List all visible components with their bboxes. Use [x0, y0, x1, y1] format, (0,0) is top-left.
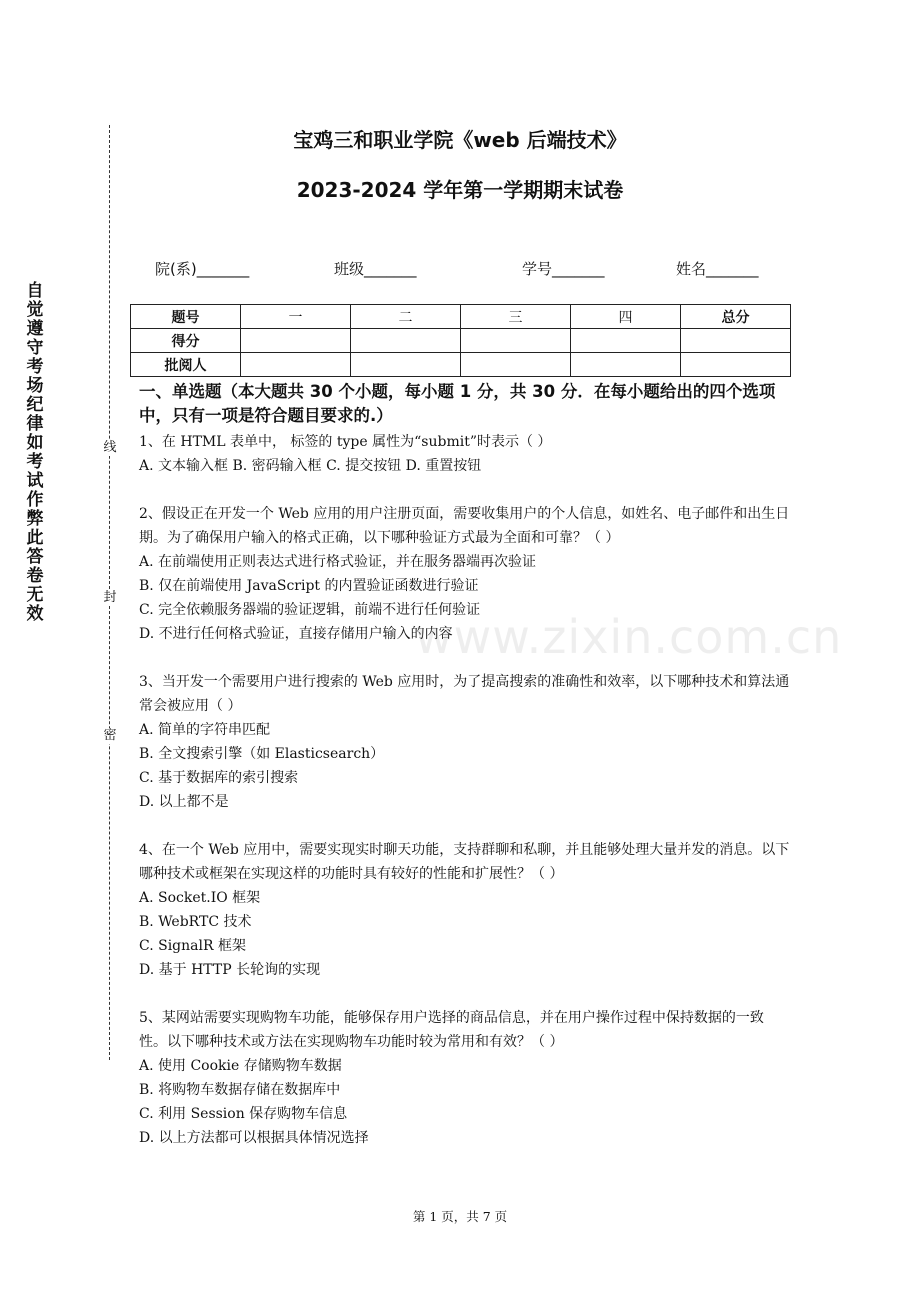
question-option: D. 基于 HTTP 长轮询的实现	[139, 962, 321, 978]
question-option: D. 不进行任何格式验证，直接存储用户输入的内容	[139, 626, 453, 642]
question-stem: 2、假设正在开发一个 Web 应用的用户注册页面，需要收集用户的个人信息，如姓名、电子邮件和出生日期。为了确保用户输入的格式正确，以下哪种验证方式最为全面和可靠？（ ）	[139, 506, 790, 546]
question-option: A. 文本输入框 B. 密码输入框 C. 提交按钮 D. 重置按钮	[139, 458, 482, 474]
question-stem: 3、当开发一个需要用户进行搜索的 Web 应用时，为了提高搜索的准确性和效率，以下哪种技术和算法通常会被应用（ ）	[139, 674, 790, 714]
side-notice-char: 作	[26, 490, 44, 510]
question-option: B. 仅在前端使用 JavaScript 的内置验证函数进行验证	[139, 578, 479, 594]
table-cell: 四	[571, 305, 681, 329]
question-option: C. SignalR 框架	[139, 938, 246, 954]
page-footer: 第 1 页，共 7 页	[412, 1209, 508, 1224]
name-field: 姓名_______	[676, 260, 759, 278]
question-option: B. WebRTC 技术	[139, 914, 252, 930]
table-cell[interactable]	[461, 353, 571, 377]
side-notice-char: 试	[26, 471, 44, 491]
side-notice-char: 考	[26, 357, 44, 377]
question-option: B. 全文搜索引擎（如 Elasticsearch）	[139, 746, 385, 762]
question-stem: 1、在 HTML 表单中， 标签的 type 属性为“submit”时表示（ ）	[139, 434, 552, 450]
side-notice-char: 守	[26, 338, 44, 358]
table-cell: 题号	[131, 305, 241, 329]
table-cell[interactable]	[681, 353, 791, 377]
table-cell: 批阅人	[131, 353, 241, 377]
question-4	[139, 838, 791, 982]
section-heading: 一、单选题（本大题共 30 个小题，每小题 1 分，共 30 分．在每小题给出的四个选项中，只有一项是符合题目要求的.）	[139, 382, 776, 425]
side-notice-char: 如	[26, 433, 44, 453]
question-option: D. 以上都不是	[139, 794, 229, 810]
table-cell[interactable]	[571, 353, 681, 377]
table-row	[131, 329, 791, 353]
table-cell[interactable]	[351, 353, 461, 377]
watermark: www.zixin.com.cn	[415, 610, 843, 664]
side-notice-char: 纪	[26, 395, 44, 415]
question-option: A. Socket.IO 框架	[139, 890, 261, 906]
department-field: 院(系)_______	[155, 260, 250, 278]
question-option: C. 基于数据库的索引搜索	[139, 770, 299, 786]
table-cell[interactable]	[351, 329, 461, 353]
side-notice-char: 自	[26, 281, 44, 301]
side-notice	[24, 282, 46, 624]
table-cell[interactable]	[241, 353, 351, 377]
side-notice-char: 考	[26, 452, 44, 472]
question-5	[139, 1006, 791, 1150]
side-notice-char: 答	[26, 547, 44, 567]
side-notice-char: 此	[26, 528, 44, 548]
side-notice-char: 遵	[26, 319, 44, 339]
question-option: B. 将购物车数据存储在数据库中	[139, 1082, 341, 1098]
table-cell: 一	[241, 305, 351, 329]
side-notice-char: 弊	[26, 509, 44, 529]
table-cell: 得分	[131, 329, 241, 353]
student-id-field: 学号_______	[522, 260, 605, 278]
side-notice-char: 场	[26, 376, 44, 396]
seal-mark-secret: 密	[103, 728, 117, 743]
side-notice-char: 效	[26, 604, 44, 624]
question-option: A. 使用 Cookie 存储购物车数据	[139, 1058, 342, 1074]
question-option: D. 以上方法都可以根据具体情况选择	[139, 1130, 369, 1146]
question-option: C. 利用 Session 保存购物车信息	[139, 1106, 348, 1122]
student-info-row	[0, 258, 920, 282]
side-notice-char: 无	[26, 585, 44, 605]
side-notice-char: 觉	[26, 300, 44, 320]
question-stem: 5、某网站需要实现购物车功能，能够保存用户选择的商品信息，并在用户操作过程中保持数据的一致性。以下哪种技术或方法在实现购物车功能时较为常用和有效？（ ）	[139, 1010, 764, 1050]
exam-content	[139, 380, 791, 1174]
table-cell[interactable]	[571, 329, 681, 353]
class-field: 班级_______	[334, 260, 417, 278]
question-option: C. 完全依赖服务器端的验证逻辑，前端不进行任何验证	[139, 602, 481, 618]
seal-mark-line: 线	[103, 440, 117, 455]
question-1	[139, 430, 791, 478]
table-cell[interactable]	[241, 329, 351, 353]
side-notice-char: 律	[26, 414, 44, 434]
question-option: A. 简单的字符串匹配	[139, 722, 271, 738]
question-3	[139, 670, 791, 814]
table-cell: 三	[461, 305, 571, 329]
exam-title: 宝鸡三和职业学院《web 后端技术》	[293, 128, 627, 152]
table-row	[131, 353, 791, 377]
question-stem: 4、在一个 Web 应用中，需要实现实时聊天功能，支持群聊和私聊，并且能够处理大量并发的消息。以下哪种技术或框架在实现这样的功能时具有较好的性能和扩展性？（ ）	[139, 842, 790, 882]
table-header-row	[131, 305, 791, 329]
exam-subtitle: 2023-2024 学年第一学期期末试卷	[296, 178, 624, 202]
table-cell[interactable]	[681, 329, 791, 353]
seal-mark-seal: 封	[103, 590, 117, 605]
question-option: A. 在前端使用正则表达式进行格式验证，并在服务器端再次验证	[139, 554, 537, 570]
table-cell: 二	[351, 305, 461, 329]
score-table	[130, 304, 791, 377]
side-notice-char: 卷	[26, 566, 44, 586]
table-cell: 总分	[681, 305, 791, 329]
table-cell[interactable]	[461, 329, 571, 353]
